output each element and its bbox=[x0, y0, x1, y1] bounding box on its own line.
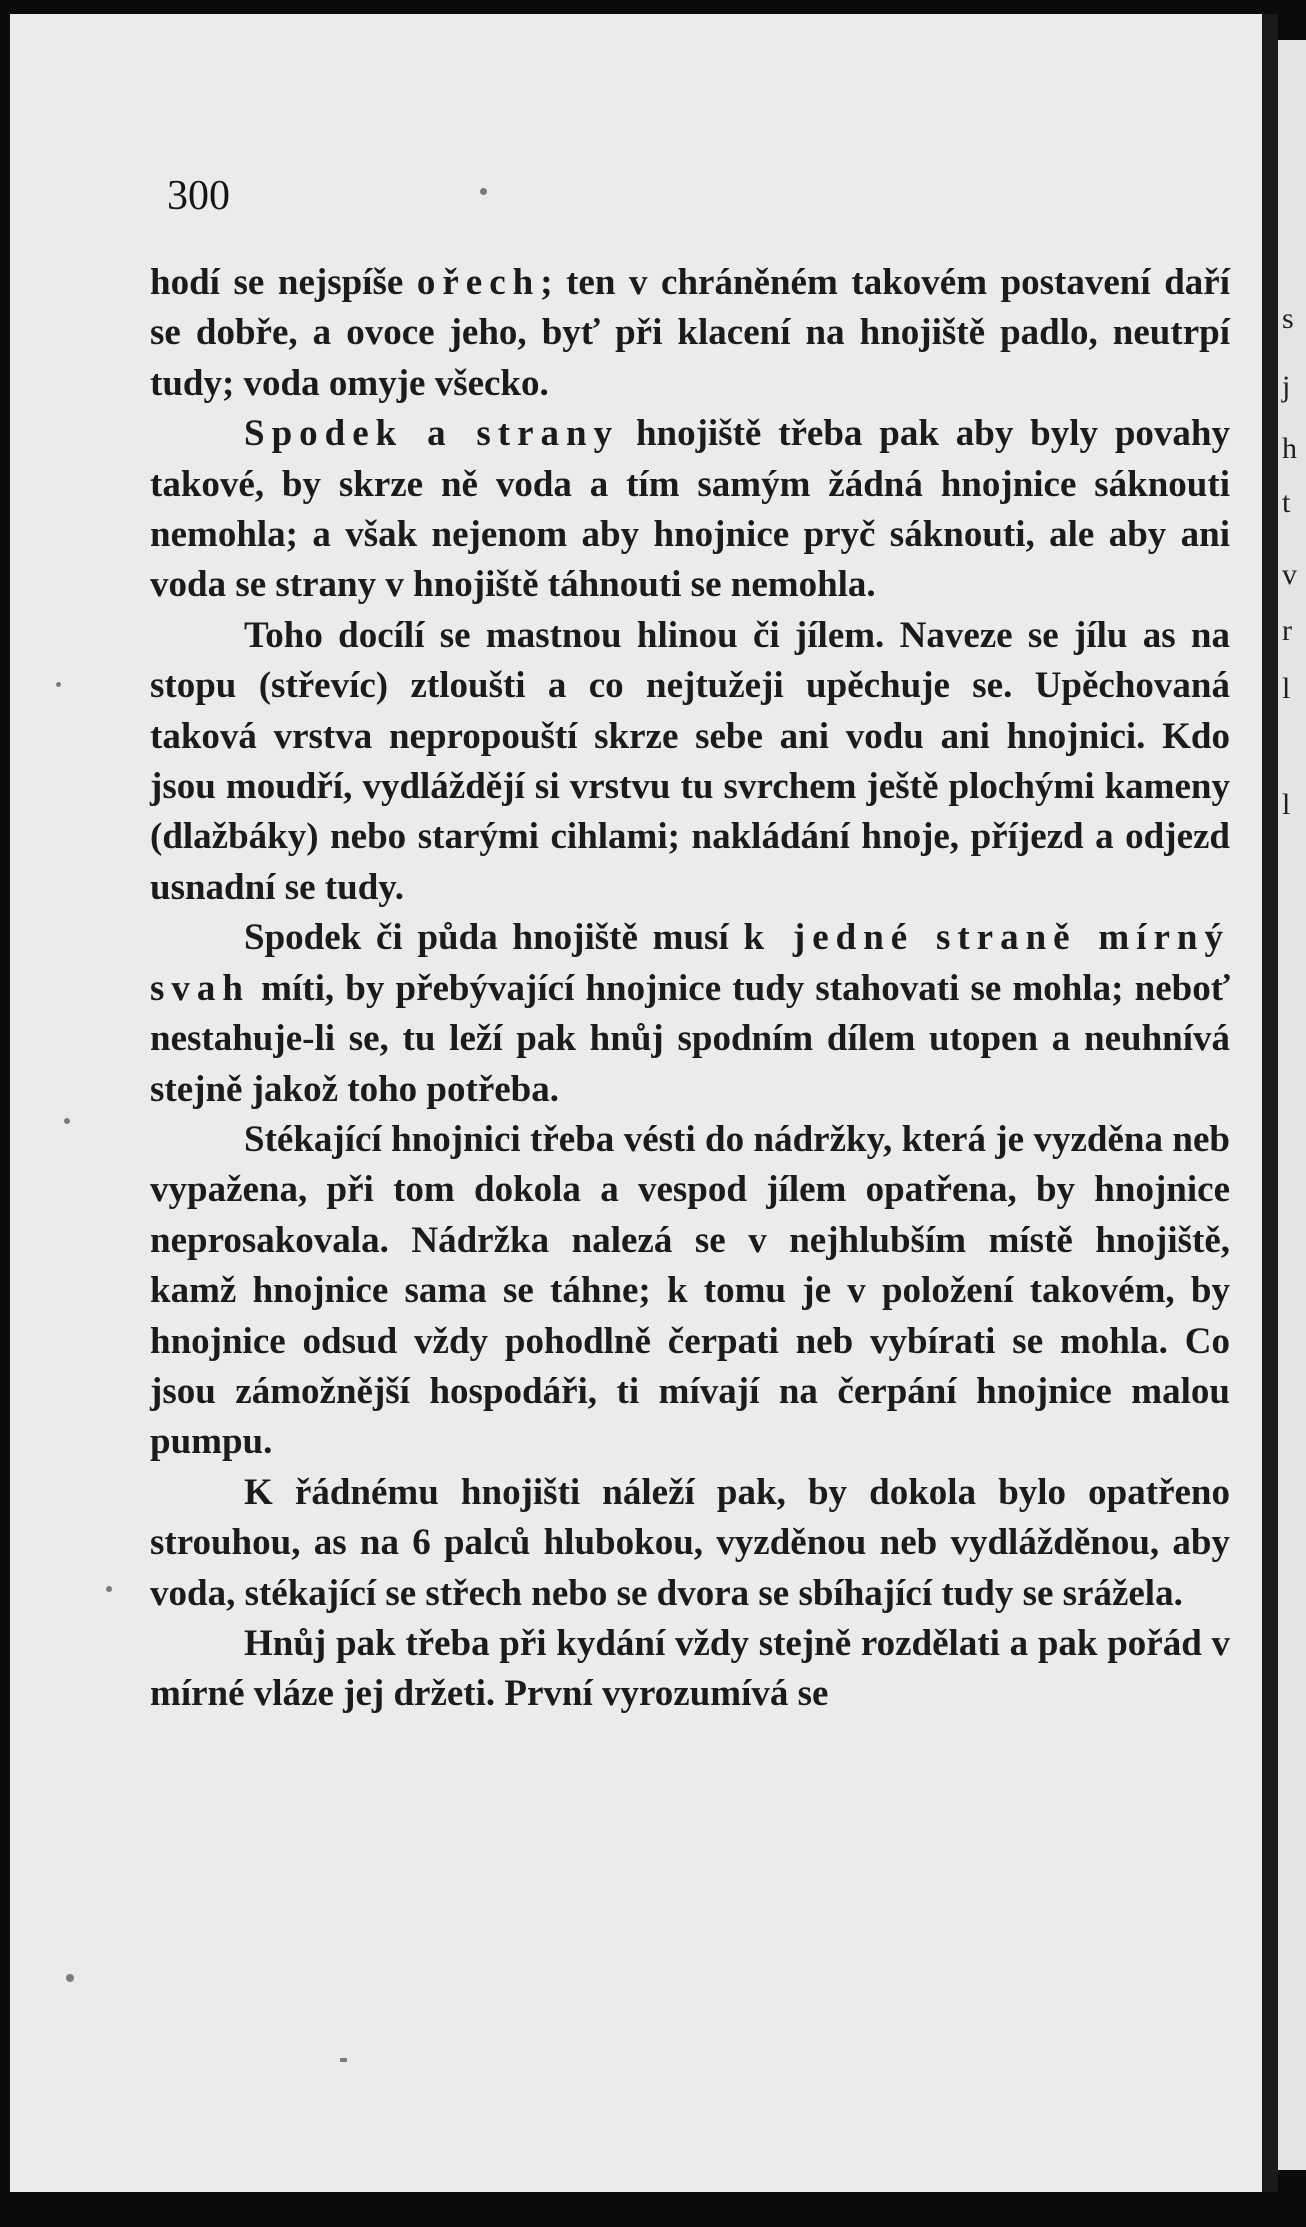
text-run: Stékající hnojnici třeba vésti do nádržky, která je vyzděna neb vypažena, při tom dokola a vespod jílem opatřena, by hnojnice neprosakovala. Nádržka nalezá se v nejhlubším místě hnojiště, kamž hnojnice sama se táhne; k tomu je v položení takovém, by hnojnice odsud vždy pohodlně čerpati neb vybírati se mohla. Co jsou zámožnější hospodáři, ti mívají na čerpání hnojnice malou pumpu. bbox=[150, 1118, 1230, 1463]
text-run: hnojiště třeba pak aby byly povahy takové, by skrze ně voda a tím samým žádná hnojnice sáknouti nemohla; a však nejenom aby hnojnice pryč sáknouti, ale aby ani voda se strany v hnojiště táhnouti se nemohla. bbox=[150, 413, 1231, 606]
dust-speck bbox=[480, 188, 487, 195]
text-run: ; ten v chráněném takovém postavení daří se dobře, a ovoce jeho, byť při klacení na hnojiště padlo, neutrpí tudy; voda omyje všecko. bbox=[150, 262, 1231, 404]
paragraph-1 bbox=[150, 258, 1230, 409]
paragraph-4 bbox=[150, 913, 1230, 1115]
emphasis-spaced: Spodek a strany bbox=[244, 413, 620, 455]
page-gutter bbox=[1262, 14, 1278, 2192]
dust-speck bbox=[56, 682, 61, 687]
emphasis-spaced: ořech bbox=[416, 262, 541, 303]
paragraph-7 bbox=[150, 1619, 1230, 1720]
text-run: Hnůj pak třeba při kydání vždy stejně rozdělati a pak pořád v mírné vláze jej držeti. První vyrozumívá se bbox=[150, 1622, 1230, 1715]
paragraph-3 bbox=[150, 611, 1230, 913]
paragraph-6 bbox=[150, 1468, 1230, 1619]
dust-speck bbox=[66, 1974, 74, 1982]
edge-letter: s bbox=[1282, 302, 1294, 335]
edge-letter: l bbox=[1282, 788, 1291, 821]
emphasis-spaced: k jedné straně mírný svah bbox=[150, 917, 1230, 1009]
body-text bbox=[150, 258, 1230, 1720]
text-run: míti, by přebývající hnojnice tudy stahovati se mohla; neboť nestahuje-li se, tu leží pak hnůj spodním dílem utopen a neuhnívá stejně jakož toho potřeba. bbox=[150, 967, 1230, 1110]
next-page-edge bbox=[1278, 40, 1306, 2170]
edge-letter: l bbox=[1282, 672, 1291, 705]
edge-letter: t bbox=[1282, 486, 1291, 519]
paragraph-2 bbox=[150, 409, 1230, 611]
dust-speck bbox=[64, 1118, 70, 1124]
edge-letter: h bbox=[1282, 432, 1297, 465]
text-run: hodí se nejspíše bbox=[150, 262, 417, 303]
paragraph-5 bbox=[150, 1115, 1230, 1468]
page-number: 300 bbox=[167, 173, 230, 219]
edge-letter: v bbox=[1282, 558, 1297, 591]
dust-speck bbox=[106, 1586, 112, 1592]
text-run: Toho docílí se mastnou hlinou či jílem. Naveze se jílu as na stopu (střevíc) ztloušti a co nejtužeji upěchuje se. Upěchovaná taková vrstva nepropouští skrze sebe ani vodu ani hnojnici. Kdo jsou moudří, vydláždějí si vrstvu tu svrchem ještě plochými kameny (dlažbáky) nebo starými cihlami; nakládání hnoje, příjezd a odjezd usnadní se tudy. bbox=[150, 614, 1230, 908]
text-run: Spodek či půda hnojiště musí bbox=[244, 917, 744, 959]
text-run: K řádnému hnojišti náleží pak, by dokola bylo opatřeno strouhou, as na 6 palců hlubokou, vyzděnou neb vydlážděnou, aby voda, stékající se střech nebo se dvora se sbíhající tudy se srážela. bbox=[150, 1471, 1230, 1614]
edge-letter: j bbox=[1282, 370, 1291, 403]
edge-letter: r bbox=[1282, 614, 1292, 647]
dust-speck bbox=[340, 2058, 347, 2062]
